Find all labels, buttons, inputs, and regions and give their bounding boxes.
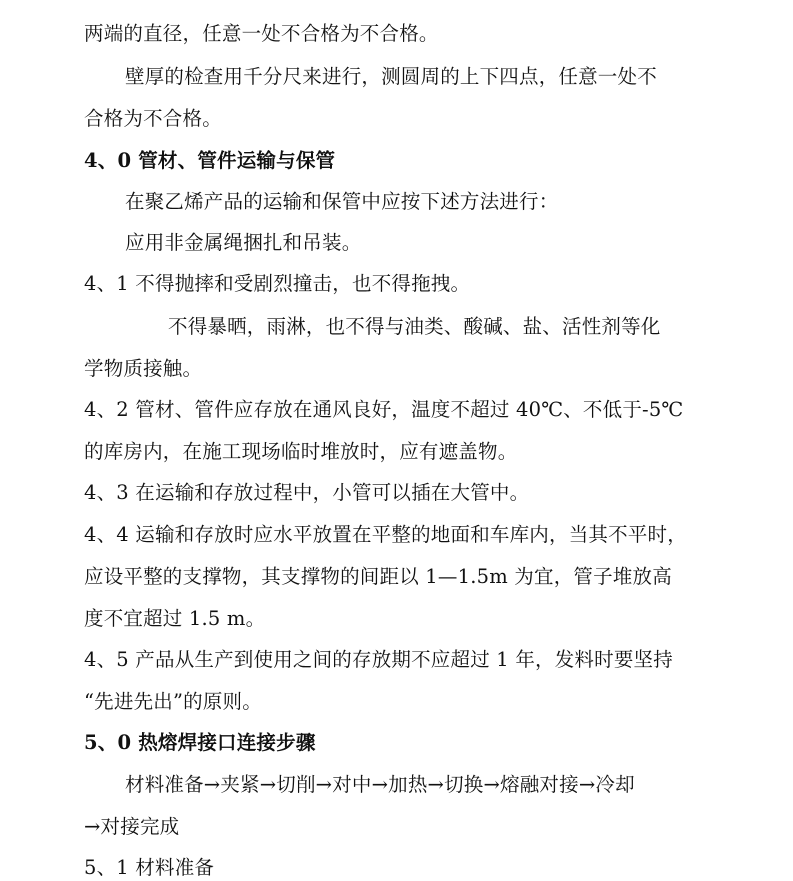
text-line: 材料准备→夹紧→切削→对中→加热→切换→熔融对接→冷却 xyxy=(125,773,635,796)
text-line: 4、4 运输和存放时应水平放置在平整的地面和车库内，当其不平时， xyxy=(84,523,687,546)
text-line: →对接完成 xyxy=(84,815,180,838)
text-line: 学物质接触。 xyxy=(84,357,203,380)
section-heading: 5、0 热熔焊接口连接步骤 xyxy=(84,731,316,754)
text-line: 5、1 材料准备 xyxy=(84,856,215,879)
section-heading: 4、0 管材、管件运输与保管 xyxy=(84,149,336,172)
text-line: 不得暴晒，雨淋，也不得与油类、酸碱、盐、活性剂等化 xyxy=(168,315,661,338)
text-line: 两端的直径，任意一处不合格为不合格。 xyxy=(84,22,439,45)
text-line: 合格为不合格。 xyxy=(84,107,222,130)
text-line: 4、1 不得抛摔和受剧烈撞击，也不得拖拽。 xyxy=(84,272,471,295)
text-line: 壁厚的检查用千分尺来进行，测圆周的上下四点，任意一处不 xyxy=(125,65,657,88)
text-line: 4、5 产品从生产到使用之间的存放期不应超过 1 年，发料时要坚持 xyxy=(84,648,673,671)
text-line: 4、3 在运输和存放过程中，小管可以插在大管中。 xyxy=(84,481,530,504)
text-line: 度不宜超过 1.5 m。 xyxy=(84,607,266,630)
text-line: 在聚乙烯产品的运输和保管中应按下述方法进行： xyxy=(125,190,559,213)
text-line: 应用非金属绳捆扎和吊装。 xyxy=(125,231,362,254)
text-line: 的库房内，在施工现场临时堆放时，应有遮盖物。 xyxy=(84,440,518,463)
text-line: 应设平整的支撑物，其支撑物的间距以 1—1.5m 为宜，管子堆放高 xyxy=(84,565,672,588)
text-line: “先进先出”的原则。 xyxy=(84,690,262,713)
text-line: 4、2 管材、管件应存放在通风良好，温度不超过 40℃、不低于-5℃ xyxy=(84,398,684,421)
